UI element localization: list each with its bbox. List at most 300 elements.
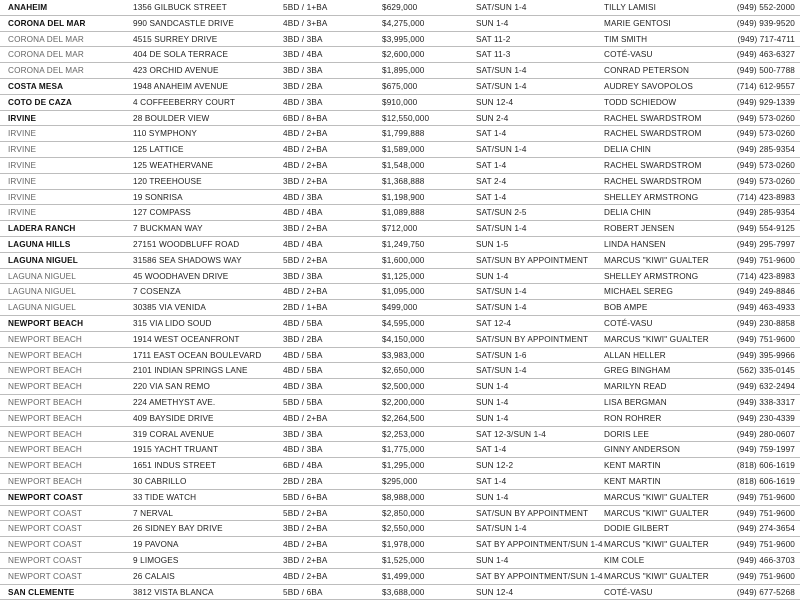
bed-bath-cell: 5BD / 1+BA	[283, 3, 328, 12]
listing-row	[0, 474, 800, 490]
price-cell: $1,295,000	[382, 461, 425, 471]
listing-row	[0, 506, 800, 522]
address-cell: 224 AMETHYST AVE.	[133, 398, 216, 407]
agent-cell: SHELLEY ARMSTRONG	[604, 192, 699, 202]
listing-row	[0, 111, 800, 127]
address-cell: 2101 INDIAN SPRINGS LANE	[133, 366, 248, 376]
open-house-time-cell: SAT 1-4	[476, 129, 507, 139]
agent-cell: RACHEL SWARDSTROM	[604, 176, 702, 186]
price-cell: $1,525,000	[382, 556, 425, 565]
price-cell: $1,775,000	[382, 445, 425, 455]
phone-cell: (949) 677-5268	[736, 587, 795, 597]
listing-row	[0, 190, 800, 206]
phone-cell: (949) 751-9600	[736, 508, 795, 518]
bed-bath-cell: 3BD / 3BA	[283, 66, 323, 76]
listing-row	[0, 63, 800, 79]
city-cell: NEWPORT COAST	[8, 492, 83, 502]
address-cell: 1948 ANAHEIM AVENUE	[133, 82, 229, 91]
open-house-time-cell: SAT 12-4	[476, 319, 512, 328]
bed-bath-cell: 5BD / 5BA	[283, 398, 323, 407]
address-cell: 1356 GILBUCK STREET	[133, 3, 227, 12]
bed-bath-cell: 4BD / 4BA	[283, 208, 323, 218]
city-cell: COSTA MESA	[8, 82, 64, 91]
city-cell: LAGUNA NIGUEL	[8, 303, 76, 313]
listing-row	[0, 553, 800, 569]
city-cell: IRVINE	[8, 161, 37, 170]
address-cell: 423 ORCHID AVENUE	[133, 66, 219, 76]
open-house-time-cell: SAT/SUN 1-4	[476, 224, 527, 234]
phone-cell: (949) 632-2494	[736, 382, 795, 392]
phone-cell: (949) 285-9354	[736, 145, 795, 155]
phone-cell: (949) 939-9520	[736, 18, 795, 28]
phone-cell: (949) 751-9600	[736, 571, 795, 581]
phone-cell: (949) 463-4933	[736, 303, 795, 313]
bed-bath-cell: 3BD / 2BA	[283, 82, 323, 91]
bed-bath-cell: 6BD / 4BA	[283, 461, 323, 471]
listing-row	[0, 284, 800, 300]
price-cell: $8,988,000	[382, 492, 425, 502]
agent-cell: RACHEL SWARDSTROM	[604, 161, 702, 170]
address-cell: 1914 WEST OCEANFRONT	[133, 334, 240, 344]
bed-bath-cell: 3BD / 2+BA	[283, 524, 328, 534]
city-cell: LAGUNA NIGUEL	[8, 255, 78, 265]
price-cell: $2,550,000	[382, 524, 425, 534]
address-cell: 110 SYMPHONY	[133, 129, 197, 139]
price-cell: $3,688,000	[382, 587, 425, 597]
bed-bath-cell: 2BD / 2BA	[283, 477, 323, 486]
bed-bath-cell: 4BD / 2+BA	[283, 540, 328, 550]
phone-cell: (949) 274-3654	[736, 524, 795, 534]
agent-cell: MARCUS "KIWI" GUALTER	[604, 540, 709, 550]
price-cell: $1,368,888	[382, 176, 425, 186]
price-cell: $3,983,000	[382, 350, 425, 360]
agent-cell: CONRAD PETERSON	[604, 66, 690, 76]
address-cell: 26 CALAIS	[133, 571, 175, 581]
open-house-time-cell: SUN 1-4	[476, 382, 509, 392]
agent-cell: TODD SCHIEDOW	[604, 97, 677, 107]
agent-cell: SHELLEY ARMSTRONG	[604, 271, 699, 281]
address-cell: 4 COFFEEBERRY COURT	[133, 97, 236, 107]
address-cell: 31586 SEA SHADOWS WAY	[133, 255, 242, 265]
open-house-time-cell: SAT 12-3/SUN 1-4	[476, 429, 546, 439]
open-house-time-cell: SUN 1-4	[476, 413, 509, 423]
price-cell: $1,125,000	[382, 271, 425, 281]
phone-cell: (949) 280-0607	[736, 429, 795, 439]
listing-row	[0, 411, 800, 427]
bed-bath-cell: 3BD / 3BA	[283, 34, 323, 44]
price-cell: $1,499,000	[382, 571, 425, 581]
bed-bath-cell: 4BD / 5BA	[283, 366, 323, 376]
phone-cell: (949) 295-7997	[736, 240, 795, 249]
open-house-time-cell: SAT BY APPOINTMENT/SUN 1-4	[476, 571, 603, 581]
address-cell: 4515 SURREY DRIVE	[133, 34, 218, 44]
agent-cell: COTÉ-VASU	[604, 50, 653, 60]
phone-cell: (949) 249-8846	[736, 287, 795, 297]
listing-row	[0, 221, 800, 237]
city-cell: LAGUNA NIGUEL	[8, 287, 76, 297]
agent-cell: DELIA CHIN	[604, 208, 651, 218]
phone-cell: (949) 751-9600	[736, 255, 795, 265]
city-cell: LAGUNA NIGUEL	[8, 271, 76, 281]
listing-row	[0, 237, 800, 253]
phone-cell: (949) 573-0260	[736, 113, 795, 123]
listing-row	[0, 442, 800, 458]
phone-cell: (949) 463-6327	[736, 50, 795, 60]
agent-cell: GINNY ANDERSON	[604, 445, 681, 455]
price-cell: $1,198,900	[382, 192, 425, 202]
agent-cell: KENT MARTIN	[604, 461, 661, 471]
listing-row	[0, 332, 800, 348]
listing-row	[0, 363, 800, 379]
agent-cell: DODIE GILBERT	[604, 524, 670, 534]
open-house-time-cell: SAT 1-4	[476, 192, 507, 202]
city-cell: IRVINE	[8, 145, 37, 155]
price-cell: $295,000	[382, 477, 418, 486]
phone-cell: (818) 606-1619	[736, 477, 795, 486]
listing-row	[0, 395, 800, 411]
address-cell: 1651 INDUS STREET	[133, 461, 217, 471]
listing-row	[0, 174, 800, 190]
price-cell: $712,000	[382, 224, 418, 234]
bed-bath-cell: 4BD / 4BA	[283, 240, 323, 249]
city-cell: CORONA DEL MAR	[8, 50, 84, 60]
address-cell: 409 BAYSIDE DRIVE	[133, 413, 214, 423]
open-house-time-cell: SAT 11-2	[476, 34, 511, 44]
agent-cell: RACHEL SWARDSTROM	[604, 129, 702, 139]
address-cell: 1915 YACHT TRUANT	[133, 445, 219, 455]
price-cell: $12,550,000	[382, 113, 430, 123]
open-house-time-cell: SAT 1-4	[476, 161, 507, 170]
phone-cell: (949) 573-0260	[736, 176, 795, 186]
open-house-time-cell: SUN 12-4	[476, 587, 514, 597]
address-cell: 315 VIA LIDO SOUD	[133, 319, 212, 328]
agent-cell: MARCUS "KIWI" GUALTER	[604, 492, 709, 502]
bed-bath-cell: 4BD / 5BA	[283, 319, 323, 328]
bed-bath-cell: 4BD / 2+BA	[283, 287, 328, 297]
open-house-time-cell: SUN 1-4	[476, 556, 509, 565]
agent-cell: BOB AMPE	[604, 303, 648, 313]
address-cell: 26 SIDNEY BAY DRIVE	[133, 524, 223, 534]
city-cell: NEWPORT BEACH	[8, 398, 82, 407]
city-cell: CORONA DEL MAR	[8, 34, 84, 44]
city-cell: NEWPORT BEACH	[8, 477, 82, 486]
agent-cell: MARILYN READ	[604, 382, 667, 392]
listing-row	[0, 142, 800, 158]
listing-row	[0, 0, 800, 16]
phone-cell: (818) 606-1619	[736, 461, 795, 471]
city-cell: NEWPORT BEACH	[8, 461, 82, 471]
city-cell: IRVINE	[8, 129, 37, 139]
city-cell: NEWPORT BEACH	[8, 319, 84, 328]
agent-cell: ROBERT JENSEN	[604, 224, 675, 234]
open-house-time-cell: SUN 1-4	[476, 271, 509, 281]
address-cell: 19 PAVONA	[133, 540, 179, 550]
city-cell: CORONA DEL MAR	[8, 66, 84, 76]
open-house-time-cell: SAT 1-4	[476, 445, 507, 455]
address-cell: 990 SANDCASTLE DRIVE	[133, 18, 234, 28]
listing-row	[0, 79, 800, 95]
price-cell: $2,600,000	[382, 50, 425, 60]
city-cell: IRVINE	[8, 208, 37, 218]
agent-cell: MARCUS "KIWI" GUALTER	[604, 508, 709, 518]
price-cell: $2,650,000	[382, 366, 425, 376]
agent-cell: RON ROHRER	[604, 413, 662, 423]
open-house-time-cell: SAT/SUN 1-4	[476, 66, 527, 76]
phone-cell: (949) 573-0260	[736, 129, 795, 139]
city-cell: SAN CLEMENTE	[8, 587, 75, 597]
city-cell: NEWPORT BEACH	[8, 350, 82, 360]
bed-bath-cell: 2BD / 1+BA	[283, 303, 328, 313]
price-cell: $4,595,000	[382, 319, 425, 328]
price-cell: $1,589,000	[382, 145, 425, 155]
address-cell: 3812 VISTA BLANCA	[133, 587, 214, 597]
bed-bath-cell: 4BD / 3BA	[283, 97, 323, 107]
city-cell: IRVINE	[8, 192, 37, 202]
agent-cell: TIM SMITH	[604, 34, 648, 44]
city-cell: COTO DE CAZA	[8, 97, 72, 107]
phone-cell: (949) 500-7788	[736, 66, 795, 76]
bed-bath-cell: 4BD / 2+BA	[283, 161, 328, 170]
address-cell: 19 SONRISA	[133, 192, 183, 202]
price-cell: $2,200,000	[382, 398, 425, 407]
open-house-time-cell: SAT/SUN 1-6	[476, 350, 527, 360]
bed-bath-cell: 5BD / 6BA	[283, 587, 323, 597]
phone-cell: (714) 612-9557	[736, 82, 795, 91]
price-cell: $1,978,000	[382, 540, 425, 550]
listing-row	[0, 32, 800, 48]
phone-cell: (949) 929-1339	[736, 97, 795, 107]
agent-cell: LINDA HANSEN	[604, 240, 666, 249]
price-cell: $629,000	[382, 3, 418, 12]
open-house-time-cell: SUN 12-4	[476, 97, 514, 107]
phone-cell: (949) 395-9966	[736, 350, 795, 360]
bed-bath-cell: 3BD / 3BA	[283, 271, 323, 281]
listing-row	[0, 490, 800, 506]
city-cell: NEWPORT COAST	[8, 540, 82, 550]
address-cell: 30385 VIA VENIDA	[133, 303, 206, 313]
price-cell: $1,249,750	[382, 240, 425, 249]
agent-cell: DELIA CHIN	[604, 145, 651, 155]
listing-row	[0, 458, 800, 474]
open-house-time-cell: SUN 1-4	[476, 398, 509, 407]
address-cell: 27151 WOODBLUFF ROAD	[133, 240, 240, 249]
address-cell: 33 TIDE WATCH	[133, 492, 197, 502]
agent-cell: MARCUS "KIWI" GUALTER	[604, 334, 709, 344]
open-house-time-cell: SAT/SUN 1-4	[476, 524, 527, 534]
bed-bath-cell: 4BD / 3+BA	[283, 18, 328, 28]
bed-bath-cell: 5BD / 2+BA	[283, 508, 328, 518]
bed-bath-cell: 5BD / 6+BA	[283, 492, 328, 502]
listing-row	[0, 348, 800, 364]
agent-cell: AUDREY SAVOPOLOS	[604, 82, 694, 91]
listing-row	[0, 316, 800, 332]
price-cell: $1,095,000	[382, 287, 425, 297]
city-cell: CORONA DEL MAR	[8, 18, 86, 28]
listing-row	[0, 16, 800, 32]
open-house-time-cell: SAT/SUN 1-4	[476, 82, 527, 91]
phone-cell: (949) 751-9600	[736, 334, 795, 344]
price-cell: $1,600,000	[382, 255, 425, 265]
listing-row	[0, 158, 800, 174]
city-cell: ANAHEIM	[8, 3, 48, 12]
phone-cell: (949) 554-9125	[736, 224, 795, 234]
bed-bath-cell: 4BD / 2+BA	[283, 571, 328, 581]
listing-row	[0, 205, 800, 221]
listing-row	[0, 537, 800, 553]
open-house-time-cell: SAT/SUN BY APPOINTMENT	[476, 334, 589, 344]
listing-row	[0, 521, 800, 537]
bed-bath-cell: 4BD / 2+BA	[283, 129, 328, 139]
price-cell: $1,548,000	[382, 161, 425, 170]
phone-cell: (562) 335-0145	[736, 366, 795, 376]
city-cell: NEWPORT BEACH	[8, 445, 82, 455]
open-house-time-cell: SUN 1-4	[476, 18, 509, 28]
listing-row	[0, 269, 800, 285]
bed-bath-cell: 4BD / 3BA	[283, 445, 323, 455]
address-cell: 45 WOODHAVEN DRIVE	[133, 271, 229, 281]
city-cell: LADERA RANCH	[8, 224, 76, 234]
phone-cell: (949) 717-4711	[737, 34, 795, 44]
city-cell: NEWPORT COAST	[8, 571, 82, 581]
listing-row	[0, 569, 800, 585]
address-cell: 30 CABRILLO	[133, 477, 187, 486]
bed-bath-cell: 4BD / 3BA	[283, 192, 323, 202]
city-cell: LAGUNA HILLS	[8, 240, 71, 249]
listing-row	[0, 253, 800, 269]
open-house-time-cell: SUN 2-4	[476, 113, 509, 123]
price-cell: $3,995,000	[382, 34, 425, 44]
listing-row	[0, 47, 800, 63]
city-cell: NEWPORT BEACH	[8, 382, 82, 392]
open-house-time-cell: SAT/SUN 1-4	[476, 3, 527, 12]
city-cell: IRVINE	[8, 176, 37, 186]
open-house-time-cell: SAT 2-4	[476, 176, 507, 186]
address-cell: 125 WEATHERVANE	[133, 161, 214, 170]
agent-cell: ALLAN HELLER	[604, 350, 666, 360]
agent-cell: LISA BERGMAN	[604, 398, 667, 407]
phone-cell: (949) 759-1997	[736, 445, 795, 455]
city-cell: NEWPORT COAST	[8, 508, 82, 518]
bed-bath-cell: 3BD / 2+BA	[283, 224, 328, 234]
address-cell: 9 LIMOGES	[133, 556, 179, 565]
address-cell: 127 COMPASS	[133, 208, 191, 218]
phone-cell: (714) 423-8983	[736, 192, 795, 202]
listing-row	[0, 427, 800, 443]
price-cell: $499,000	[382, 303, 418, 313]
bed-bath-cell: 3BD / 2+BA	[283, 556, 328, 565]
address-cell: 7 NERVAL	[133, 508, 174, 518]
listing-row	[0, 95, 800, 111]
open-house-time-cell: SAT/SUN 1-4	[476, 287, 527, 297]
bed-bath-cell: 4BD / 2+BA	[283, 413, 328, 423]
bed-bath-cell: 5BD / 2+BA	[283, 255, 328, 265]
price-cell: $2,850,000	[382, 508, 425, 518]
open-house-time-cell: SUN 1-4	[476, 492, 509, 502]
price-cell: $2,253,000	[382, 429, 425, 439]
address-cell: 28 BOULDER VIEW	[133, 113, 210, 123]
open-house-time-cell: SAT/SUN 1-4	[476, 366, 527, 376]
address-cell: 7 BUCKMAN WAY	[133, 224, 203, 234]
open-house-time-cell: SUN 12-2	[476, 461, 514, 471]
open-house-time-cell: SAT/SUN BY APPOINTMENT	[476, 255, 589, 265]
phone-cell: (714) 423-8983	[736, 271, 795, 281]
city-cell: NEWPORT BEACH	[8, 334, 82, 344]
open-house-time-cell: SAT/SUN 2-5	[476, 208, 527, 218]
address-cell: 319 CORAL AVENUE	[133, 429, 215, 439]
price-cell: $675,000	[382, 82, 418, 91]
bed-bath-cell: 4BD / 3BA	[283, 382, 323, 392]
listing-row	[0, 585, 800, 601]
bed-bath-cell: 6BD / 8+BA	[283, 113, 328, 123]
agent-cell: MARCUS "KIWI" GUALTER	[604, 571, 709, 581]
open-house-time-cell: SAT BY APPOINTMENT/SUN 1-4	[476, 540, 603, 550]
address-cell: 125 LATTICE	[133, 145, 184, 155]
city-cell: NEWPORT BEACH	[8, 366, 82, 376]
city-cell: NEWPORT COAST	[8, 524, 82, 534]
open-house-time-cell: SAT 11-3	[476, 50, 511, 60]
bed-bath-cell: 4BD / 2+BA	[283, 145, 328, 155]
city-cell: NEWPORT BEACH	[8, 429, 82, 439]
city-cell: NEWPORT COAST	[8, 556, 82, 565]
agent-cell: TILLY LAMISI	[604, 3, 657, 12]
price-cell: $2,500,000	[382, 382, 425, 392]
price-cell: $1,799,888	[382, 129, 425, 139]
bed-bath-cell: 3BD / 2BA	[283, 334, 323, 344]
phone-cell: (949) 552-2000	[736, 3, 795, 12]
price-cell: $4,150,000	[382, 334, 425, 344]
address-cell: 1711 EAST OCEAN BOULEVARD	[133, 350, 262, 360]
city-cell: IRVINE	[8, 113, 37, 123]
price-cell: $4,275,000	[382, 18, 425, 28]
listing-row	[0, 300, 800, 316]
agent-cell: KENT MARTIN	[604, 477, 661, 486]
open-house-time-cell: SAT/SUN 1-4	[476, 145, 527, 155]
price-cell: $910,000	[382, 97, 418, 107]
agent-cell: MARIE GENTOSI	[604, 18, 671, 28]
agent-cell: GREG BINGHAM	[604, 366, 671, 376]
agent-cell: MARCUS "KIWI" GUALTER	[604, 255, 709, 265]
price-cell: $2,264,500	[382, 413, 425, 423]
open-house-time-cell: SAT/SUN BY APPOINTMENT	[476, 508, 589, 518]
open-house-time-cell: SUN 1-5	[476, 240, 509, 249]
phone-cell: (949) 751-9600	[736, 540, 795, 550]
phone-cell: (949) 230-4339	[736, 413, 795, 423]
open-house-time-cell: SAT 1-4	[476, 477, 507, 486]
phone-cell: (949) 230-8858	[736, 319, 795, 328]
phone-cell: (949) 285-9354	[736, 208, 795, 218]
agent-cell: RACHEL SWARDSTROM	[604, 113, 702, 123]
listing-row	[0, 126, 800, 142]
bed-bath-cell: 3BD / 4BA	[283, 50, 323, 60]
agent-cell: DORIS LEE	[604, 429, 650, 439]
address-cell: 220 VIA SAN REMO	[133, 382, 211, 392]
city-cell: NEWPORT BEACH	[8, 413, 82, 423]
agent-cell: KIM COLE	[604, 556, 645, 565]
price-cell: $1,089,888	[382, 208, 425, 218]
agent-cell: COTÉ-VASU	[604, 587, 653, 597]
phone-cell: (949) 751-9600	[736, 492, 795, 502]
price-cell: $1,895,000	[382, 66, 425, 76]
agent-cell: MICHAEL SEREG	[604, 287, 673, 297]
open-house-time-cell: SAT/SUN 1-4	[476, 303, 527, 313]
phone-cell: (949) 466-3703	[736, 556, 795, 565]
phone-cell: (949) 338-3317	[736, 398, 795, 407]
bed-bath-cell: 3BD / 3BA	[283, 429, 323, 439]
address-cell: 404 DE SOLA TERRACE	[133, 50, 229, 60]
bed-bath-cell: 3BD / 2+BA	[283, 176, 328, 186]
listing-row	[0, 379, 800, 395]
address-cell: 7 COSENZA	[133, 287, 181, 297]
